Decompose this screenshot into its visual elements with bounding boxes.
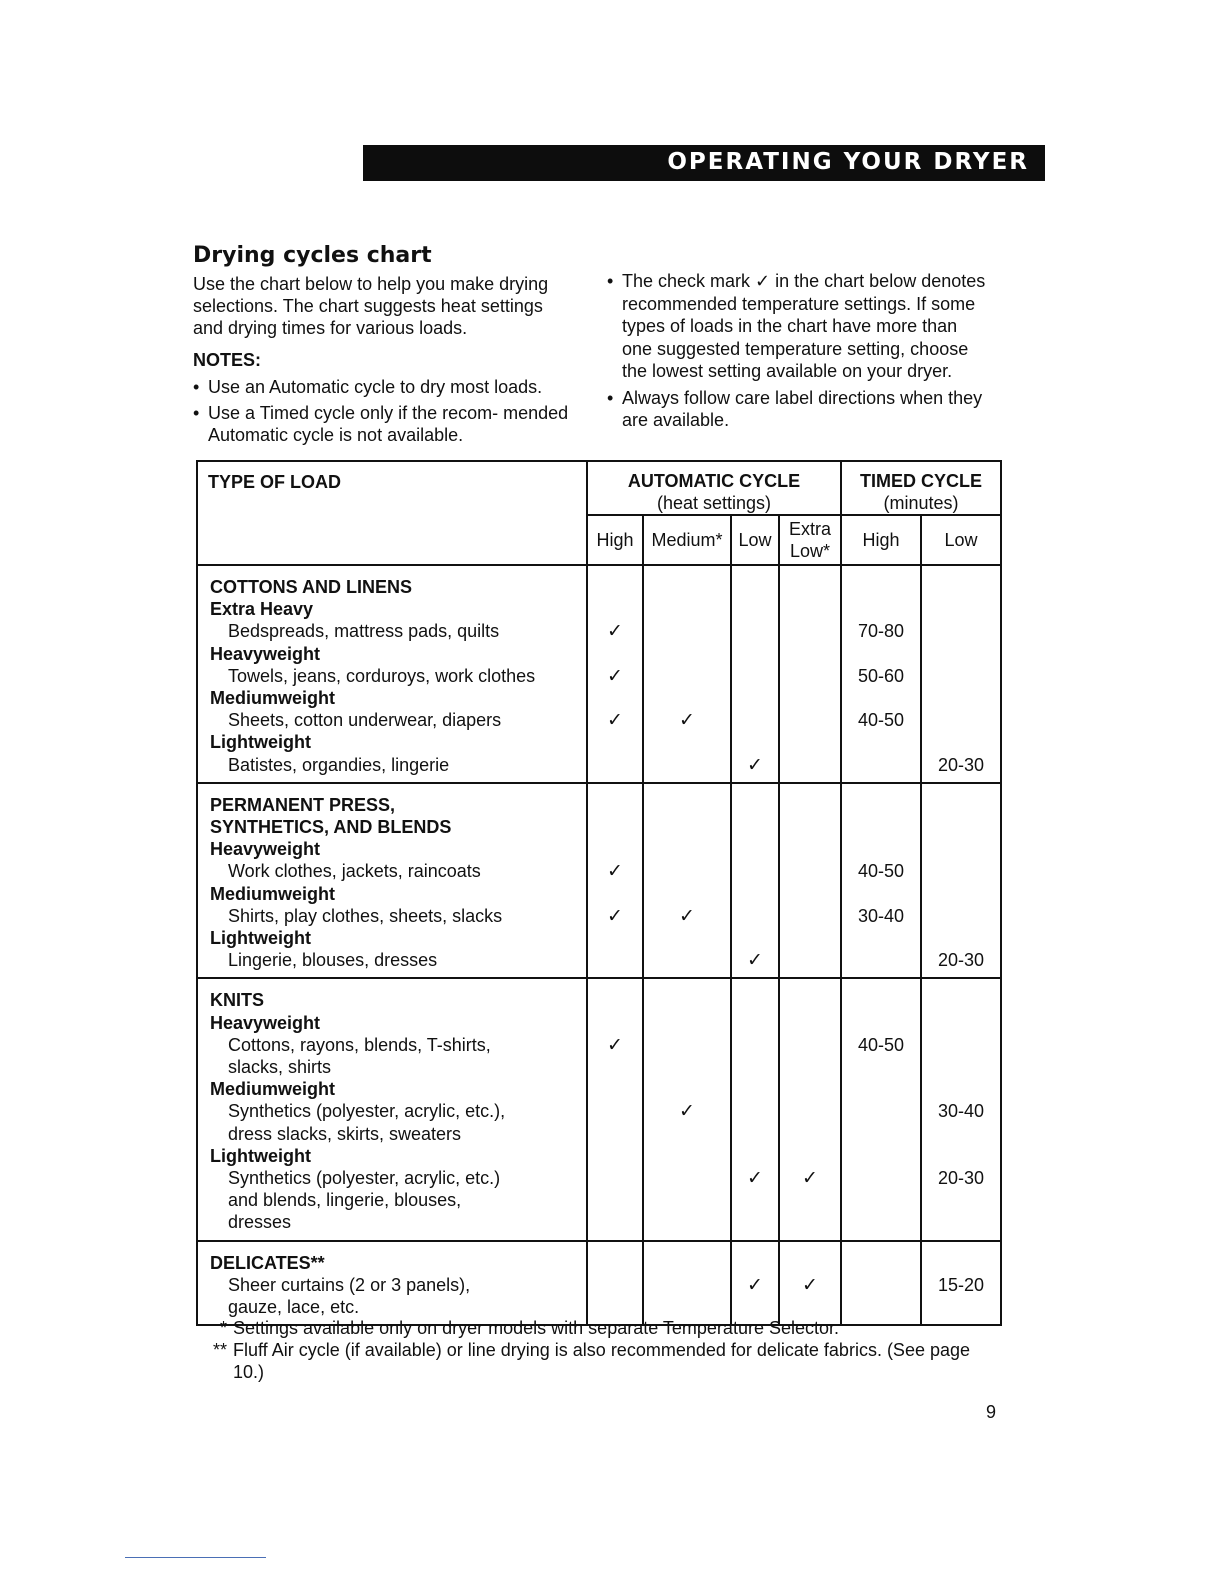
value-column-cell <box>779 1241 841 1326</box>
value-column-cell <box>643 783 731 979</box>
bullet-icon: • <box>193 403 200 423</box>
check-mark-icon: ✓ <box>607 861 623 883</box>
value-column-cell <box>587 565 643 783</box>
check-mark-icon: ✓ <box>802 1274 818 1296</box>
column-header: Extra Low* <box>779 515 841 565</box>
footnote-text: Fluff Air cycle (if available) or line drying is also recommended for delicate fabrics. (See page 10.) <box>233 1340 971 1382</box>
load-description: Lingerie, blouses, dresses <box>228 950 438 971</box>
load-description: Batistes, organdies, lingerie <box>228 754 450 775</box>
check-mark-icon: ✓ <box>802 1168 818 1190</box>
note-item <box>193 376 583 398</box>
load-type-cell <box>197 783 587 979</box>
value-column-cell <box>643 978 731 1240</box>
note-item <box>607 387 987 432</box>
value-column-cell <box>731 1241 779 1326</box>
column-header: High <box>841 515 921 565</box>
check-mark-icon: ✓ <box>679 710 695 732</box>
value-column-cell <box>587 1241 643 1326</box>
bottom-divider <box>125 1557 266 1558</box>
load-weight: Heavyweight <box>210 1012 321 1033</box>
page-title: Drying cycles chart <box>193 243 432 268</box>
bullet-icon: • <box>607 387 614 408</box>
value-column-cell <box>921 978 1001 1240</box>
value-column-cell <box>779 783 841 979</box>
load-description: Work clothes, jackets, raincoats <box>228 861 481 882</box>
check-mark-icon: ✓ <box>747 1274 763 1296</box>
load-category: COTTONS AND LINENS <box>210 577 413 597</box>
check-mark-icon: ✓ <box>747 1168 763 1190</box>
drying-cycles-table <box>196 460 1002 1326</box>
value-column-cell <box>587 978 643 1240</box>
timed-minutes-value: 20-30 <box>938 1168 985 1189</box>
check-mark-icon: ✓ <box>747 950 763 972</box>
timed-minutes-value: 30-40 <box>857 905 905 926</box>
value-column-cell <box>779 978 841 1240</box>
note-text: Use a Timed cycle only if the recom- mended Automatic cycle is not available. <box>208 403 569 445</box>
timed-minutes-value: 40-50 <box>857 1034 905 1055</box>
load-description: Shirts, play clothes, sheets, slacks <box>228 905 503 926</box>
load-weight: Mediumweight <box>210 688 335 709</box>
footnotes <box>203 1317 1003 1383</box>
table-row <box>197 565 1001 783</box>
value-column-cell <box>921 1241 1001 1326</box>
timed-cycle-header <box>841 461 1001 515</box>
note-item <box>607 270 987 383</box>
table-body <box>197 565 1001 1325</box>
load-weight: Mediumweight <box>210 883 335 904</box>
value-column-cell <box>587 783 643 979</box>
load-description: Sheets, cotton underwear, diapers <box>228 710 502 731</box>
check-mark-icon: ✓ <box>607 621 623 643</box>
notes-left-list <box>193 376 583 450</box>
footnote <box>203 1339 1003 1383</box>
column-header: Low <box>731 515 779 565</box>
load-category: PERMANENT PRESS, SYNTHETICS, AND BLENDS <box>210 794 452 838</box>
notes-right-list <box>607 270 987 436</box>
check-mark-icon: ✓ <box>747 754 763 776</box>
note-text: Use an Automatic cycle to dry most loads. <box>208 377 543 397</box>
value-column-cell <box>921 783 1001 979</box>
value-column-cell <box>731 783 779 979</box>
check-mark-icon: ✓ <box>679 1101 695 1123</box>
value-column-cell <box>731 565 779 783</box>
timed-minutes-value: 15-20 <box>938 1274 985 1295</box>
load-type-cell <box>197 978 587 1240</box>
timed-cycle-subtitle: (minutes) <box>883 493 959 513</box>
footnote-mark: ** <box>212 1340 227 1360</box>
load-description: Towels, jeans, corduroys, work clothes <box>228 665 536 686</box>
load-category: DELICATES** <box>210 1252 325 1273</box>
check-mark-icon: ✓ <box>679 905 695 927</box>
value-column-cell <box>921 565 1001 783</box>
automatic-cycle-title: AUTOMATIC CYCLE <box>627 471 801 491</box>
table-row <box>197 978 1001 1240</box>
value-column-cell <box>841 978 921 1240</box>
section-header-title: OPERATING YOUR DRYER <box>667 149 1029 175</box>
check-mark-icon: ✓ <box>607 1034 623 1056</box>
automatic-cycle-header <box>587 461 841 515</box>
timed-minutes-value: 50-60 <box>857 665 905 686</box>
table-row <box>197 783 1001 979</box>
column-header: High <box>587 515 643 565</box>
load-weight: Lightweight <box>210 928 311 949</box>
load-description: Synthetics (polyester, acrylic, etc.) and blends, lingerie, blouses, dresses <box>228 1168 501 1233</box>
check-mark-icon: ✓ <box>607 665 623 687</box>
load-description: Synthetics (polyester, acrylic, etc.), dress slacks, skirts, sweaters <box>228 1101 506 1144</box>
column-header: Medium* <box>643 515 731 565</box>
timed-minutes-value: 40-50 <box>857 710 905 731</box>
timed-minutes-value: 70-80 <box>857 621 905 642</box>
table-row <box>197 1241 1001 1326</box>
timed-minutes-value: 20-30 <box>938 754 985 775</box>
load-weight: Mediumweight <box>210 1079 335 1100</box>
column-header: Low <box>921 515 1001 565</box>
value-column-cell <box>643 1241 731 1326</box>
load-description: Bedspreads, mattress pads, quilts <box>228 621 500 642</box>
timed-cycle-title: TIMED CYCLE <box>860 471 983 491</box>
load-weight: Extra Heavy <box>210 599 314 620</box>
load-weight: Lightweight <box>210 732 311 753</box>
value-column-cell <box>841 783 921 979</box>
intro-text: Use the chart below to help you make drying selections. The chart suggests heat settings and drying times for various loads. <box>193 274 549 338</box>
notes-heading: NOTES: <box>193 350 262 370</box>
type-of-load-header: TYPE OF LOAD <box>197 461 587 565</box>
load-type-cell <box>197 565 587 783</box>
value-column-cell <box>643 565 731 783</box>
footnote <box>203 1317 1003 1339</box>
bullet-icon: • <box>193 377 200 397</box>
check-mark-icon: ✓ <box>607 710 623 732</box>
timed-minutes-value: 30-40 <box>938 1101 985 1122</box>
section-header-bar <box>363 145 1045 181</box>
value-column-cell <box>779 565 841 783</box>
note-item <box>193 402 583 446</box>
load-weight: Heavyweight <box>210 643 321 664</box>
load-description: Cottons, rayons, blends, T-shirts, slacks, shirts <box>228 1034 491 1078</box>
value-column-cell <box>731 978 779 1240</box>
value-column-cell <box>841 1241 921 1326</box>
note-text: The check mark ✓ in the chart below denotes recommended temperature settings. If some types of loads in the chart have more than one suggested temperature setting, choose the lowest setting available on your dryer. <box>622 271 986 381</box>
footnote-text: Settings available only on dryer models with separate Temperature Selector. <box>233 1318 839 1338</box>
bullet-icon: • <box>607 271 614 291</box>
timed-minutes-value: 20-30 <box>938 950 985 971</box>
timed-minutes-value: 40-50 <box>857 861 905 882</box>
page-number: 9 <box>986 1402 997 1422</box>
note-text: Always follow care label directions when they are available. <box>622 387 983 430</box>
load-category: KNITS <box>210 990 264 1011</box>
footnote-mark: * <box>219 1318 227 1338</box>
load-type-cell <box>197 1241 587 1326</box>
check-mark-icon: ✓ <box>607 905 623 927</box>
load-weight: Lightweight <box>210 1145 311 1166</box>
value-column-cell <box>841 565 921 783</box>
load-weight: Heavyweight <box>210 839 321 860</box>
load-description: Sheer curtains (2 or 3 panels), gauze, lace, etc. <box>228 1274 471 1318</box>
automatic-cycle-subtitle: (heat settings) <box>656 493 772 513</box>
